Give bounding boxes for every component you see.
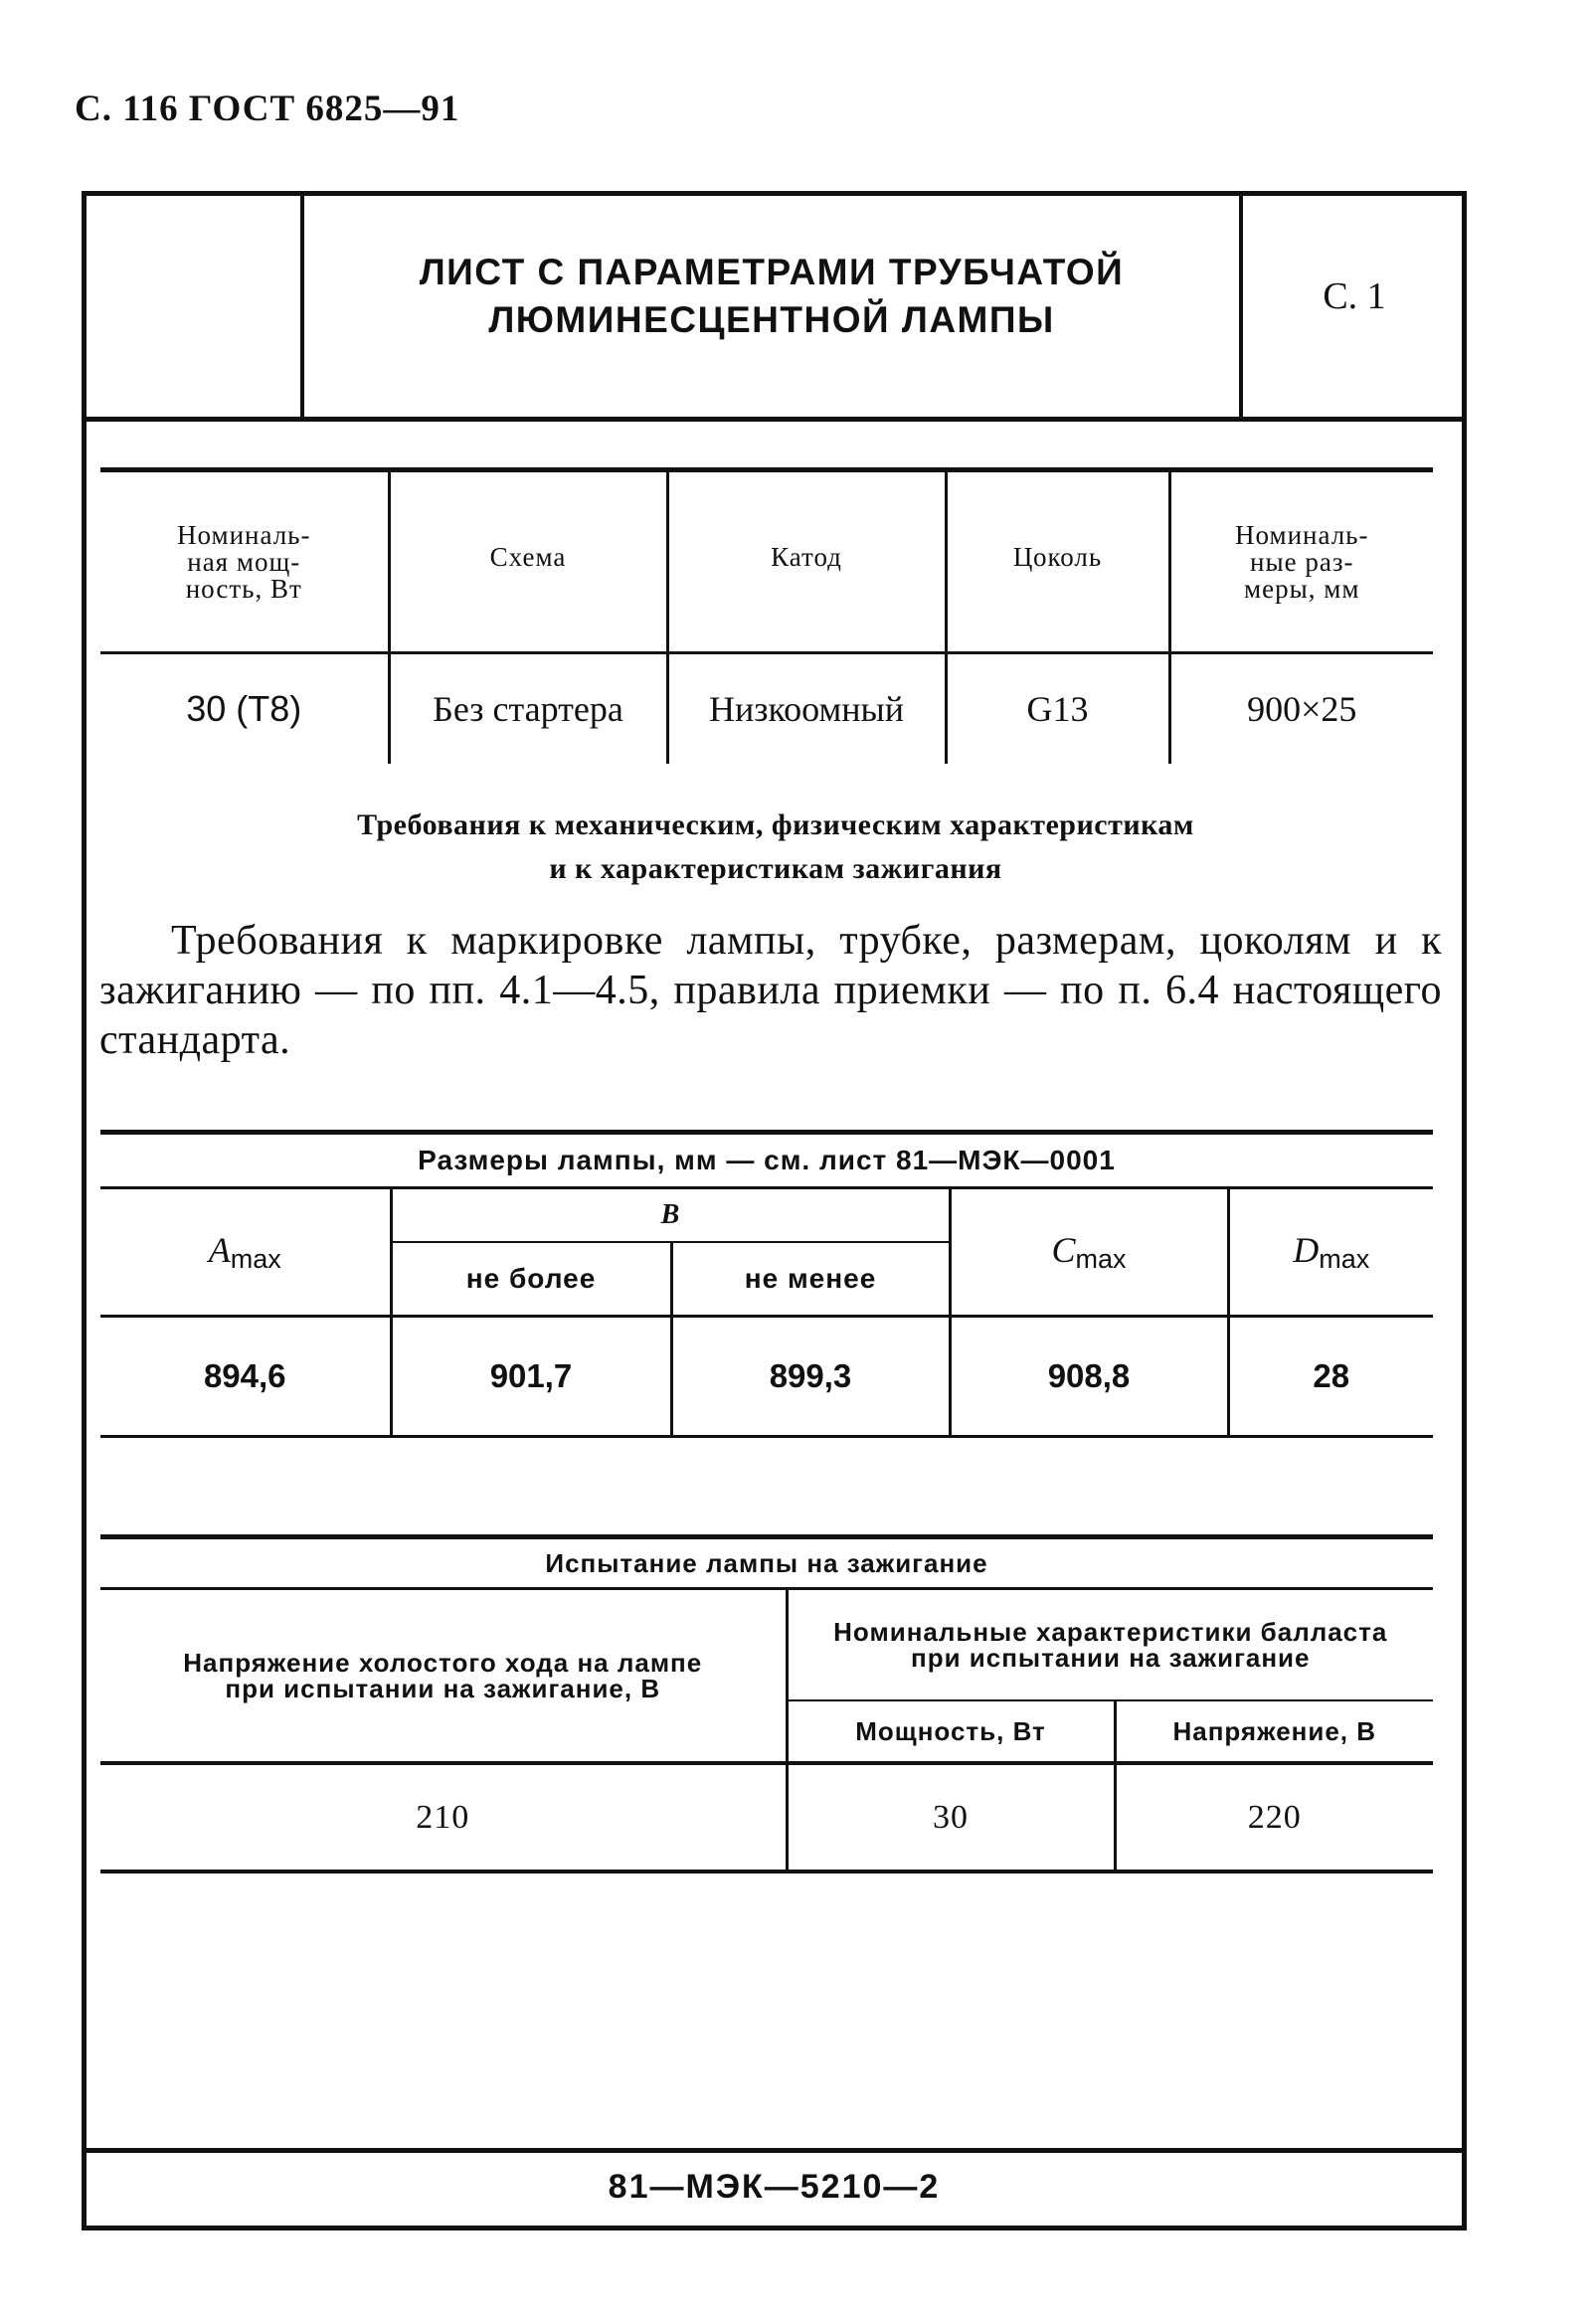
header-ballast-power: Мощность, Вт — [787, 1700, 1115, 1763]
cell-power: 30 (Т8) — [186, 688, 302, 729]
lamp-dimensions-table — [100, 1130, 1433, 1438]
dimensions-caption: Размеры лампы, мм — см. лист 81—МЭК—0001 — [100, 1133, 1433, 1188]
value-open-circuit-voltage: 210 — [416, 1798, 470, 1836]
value-b-not-more: 901,7 — [391, 1317, 671, 1437]
lamp-table-row — [100, 653, 1433, 765]
value-ballast-voltage: 220 — [1115, 1763, 1433, 1872]
cell-cathode: Низкоомный — [667, 653, 946, 765]
value-ballast-power: 30 — [787, 1763, 1115, 1872]
requirements-text: Требования к маркировке лампы, трубке, размерам, цоколям и к зажиганию — по пп. 4.1—4.5, правила приемки — по п. 6.4 настоящего стандарта. — [99, 918, 1442, 1063]
ignition-values-row — [100, 1763, 1433, 1872]
ignition-test-table — [100, 1534, 1433, 1873]
requirements-heading: Требования к механическим, физическим характеристикам и к характеристикам зажигания — [357, 808, 1194, 885]
header-nominal-power: Номиналь- ная мощ- ность, Вт — [177, 519, 311, 604]
title-block-blank-cell — [87, 196, 304, 417]
header-c-max: $C_{max}$ — [950, 1188, 1228, 1317]
header-b-not-less: не менее — [671, 1242, 950, 1317]
header-ballast-characteristics: Номинальные характеристики балласта при испытании на зажигание — [787, 1589, 1433, 1701]
cell-dimensions: 900×25 — [1169, 653, 1433, 765]
sheet-number: С. 1 — [1323, 275, 1386, 317]
header-scheme: Схема — [389, 470, 667, 653]
header-base: Цоколь — [946, 470, 1169, 653]
running-header: С. 116 ГОСТ 6825—91 — [75, 89, 460, 129]
header-ballast-voltage: Напряжение, В — [1115, 1700, 1433, 1763]
header-a-max: $A_{max}$ — [208, 1230, 281, 1274]
header-cathode: Катод — [667, 470, 946, 653]
header-d-max: $D_{max}$ — [1228, 1188, 1433, 1317]
value-c-max: 908,8 — [950, 1317, 1228, 1437]
sheet-title: ЛИСТ С ПАРАМЕТРАМИ ТРУБЧАТОЙ ЛЮМИНЕСЦЕНТНОЙ ЛАМПЫ — [304, 196, 1243, 417]
header-open-circuit-voltage: Напряжение холостого хода на лампе при испытании на зажигание, В — [183, 1648, 703, 1703]
lamp-table-header-row — [100, 470, 1433, 653]
title-block — [87, 196, 1462, 422]
dimensions-caption-row — [100, 1133, 1433, 1188]
value-a-max: 894,6 — [203, 1357, 286, 1394]
dimensions-values-row — [100, 1317, 1433, 1437]
cell-base: G13 — [946, 653, 1169, 765]
header-b: B — [391, 1188, 950, 1243]
footer-sheet-code: 81—МЭК—5210—2 — [608, 2168, 941, 2206]
cell-scheme: Без стартера — [389, 653, 667, 765]
header-b-not-more: не более — [391, 1242, 671, 1317]
ignition-header-row — [100, 1589, 1433, 1701]
dimensions-header-row — [100, 1188, 1433, 1243]
header-nominal-dimensions: Номиналь- ные раз- меры, мм — [1169, 470, 1433, 653]
ignition-caption: Испытание лампы на зажигание — [100, 1537, 1433, 1589]
lamp-parameters-table — [100, 467, 1433, 764]
value-b-not-less: 899,3 — [671, 1317, 950, 1437]
value-d-max: 28 — [1228, 1317, 1433, 1437]
footer-rule — [87, 2148, 1462, 2153]
ignition-caption-row — [100, 1537, 1433, 1589]
